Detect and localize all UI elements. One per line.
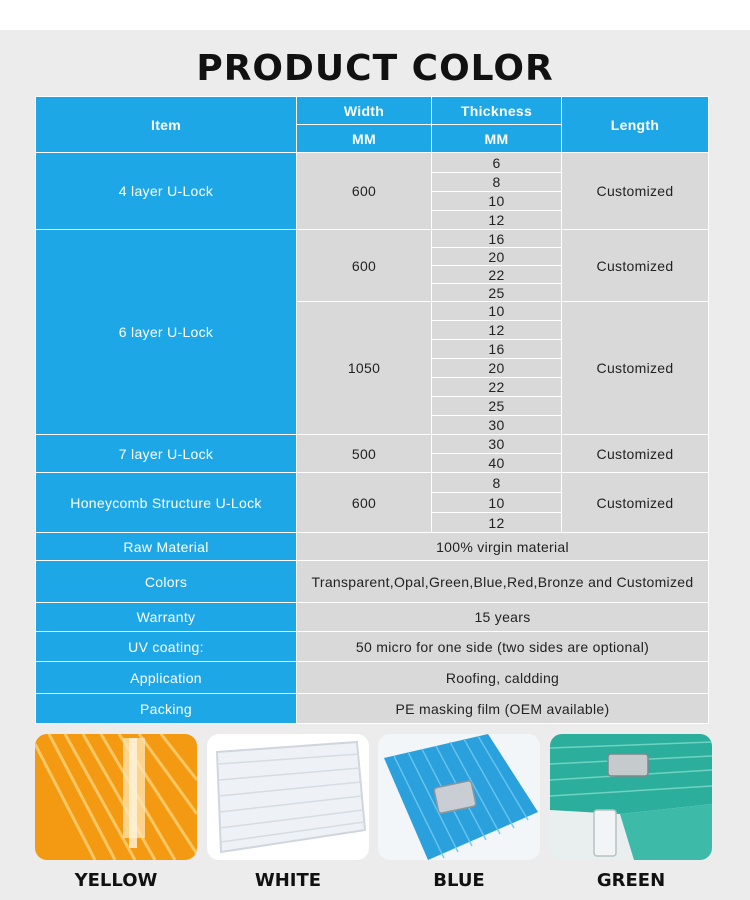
thickness-value: 30 [432,435,562,454]
spec-label: Colors [36,561,297,603]
top-band [0,0,750,30]
length-value: Customized [562,435,709,473]
spec-row-packing [36,694,709,724]
spec-value: 50 micro for one side (two sides are optional) [297,632,709,662]
swatch-label-white: WHITE [254,870,322,891]
length-value: Customized [562,230,709,302]
swatch-label-green: GREEN [596,870,666,891]
length-value: Customized [562,473,709,533]
spec-value: 15 years [297,603,709,632]
item-name: 7 layer U-Lock [36,435,297,473]
thickness-value: 25 [432,284,562,302]
spec-label: Raw Material [36,533,297,561]
header-width: Width [297,97,432,125]
header-length: Length [562,97,709,153]
table-row [36,153,709,173]
spec-row-colors [36,561,709,603]
spec-value: Transparent,Opal,Green,Blue,Red,Bronze and Customized [297,561,709,603]
swatch-label-blue: BLUE [433,870,485,891]
width-value: 600 [297,473,432,533]
thickness-value: 12 [432,321,562,340]
width-value: 600 [297,230,432,302]
table-row [36,435,709,454]
width-value: 600 [297,153,432,230]
thickness-value: 16 [432,340,562,359]
thickness-value: 6 [432,153,562,173]
page-title: PRODUCT COLOR [196,48,554,89]
thickness-value: 10 [432,302,562,321]
swatch-label-yellow: YELLOW [74,870,158,891]
thickness-value: 20 [432,248,562,266]
length-value: Customized [562,153,709,230]
width-value: 500 [297,435,432,473]
green-sheet-image [550,734,712,860]
thickness-value: 20 [432,359,562,378]
thickness-value: 12 [432,211,562,230]
spec-label: Packing [36,694,297,724]
item-name: 6 layer U-Lock [36,230,297,435]
header-item: Item [36,97,297,153]
spec-row-warranty [36,603,709,632]
item-name: 4 layer U-Lock [36,153,297,230]
spec-value: PE masking film (OEM available) [297,694,709,724]
table-row [36,230,709,248]
thickness-value: 40 [432,454,562,473]
length-value: Customized [562,302,709,435]
spec-value: 100% virgin material [297,533,709,561]
spec-value: Roofing, caldding [297,662,709,694]
header-thickness-unit: MM [432,125,562,153]
spec-label: Warranty [36,603,297,632]
thickness-value: 8 [432,473,562,493]
spec-row-application [36,662,709,694]
spec-row-raw-material [36,533,709,561]
spec-table [35,96,709,724]
thickness-value: 10 [432,192,562,211]
yellow-sheet-image [35,734,197,860]
item-name: Honeycomb Structure U-Lock [36,473,297,533]
width-value: 1050 [297,302,432,435]
thickness-value: 12 [432,513,562,533]
thickness-value: 16 [432,230,562,248]
header-thickness: Thickness [432,97,562,125]
white-sheet-image [207,734,369,860]
thickness-value: 10 [432,493,562,513]
header-width-unit: MM [297,125,432,153]
blue-sheet-image [378,734,540,860]
spec-row-uv-coating [36,632,709,662]
thickness-value: 30 [432,416,562,435]
header-row [36,97,709,125]
thickness-value: 8 [432,173,562,192]
thickness-value: 22 [432,378,562,397]
thickness-value: 25 [432,397,562,416]
spec-label: Application [36,662,297,694]
spec-label: UV coating: [36,632,297,662]
thickness-value: 22 [432,266,562,284]
table-row [36,473,709,493]
